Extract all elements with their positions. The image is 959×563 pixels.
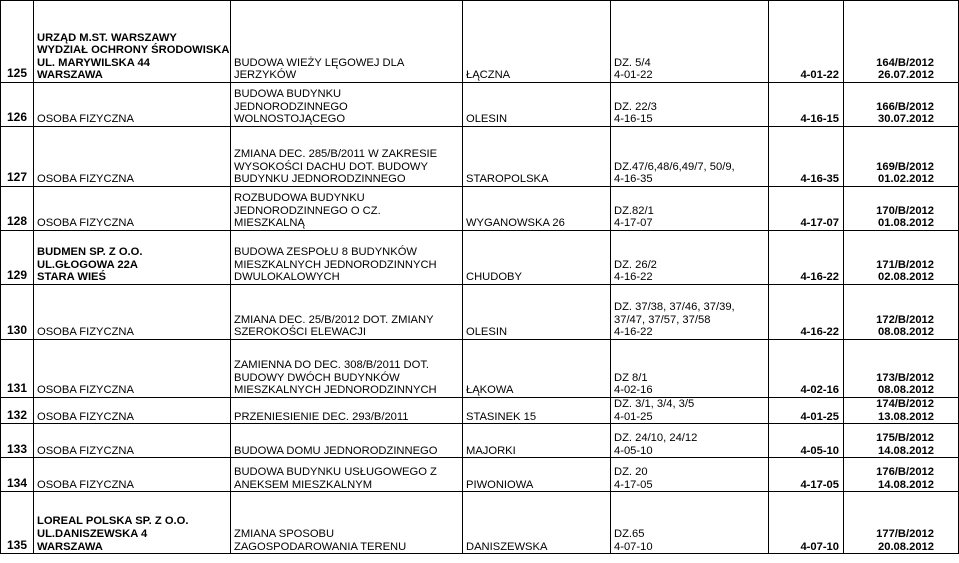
location-cell (463, 1, 611, 83)
location-cell (463, 231, 611, 285)
row-number (1, 1, 34, 83)
parcel-cell-line: 4-01-25 (614, 410, 653, 423)
description-cell-line: MIESZKALNYCH JEDNORODZINNYCH (234, 258, 437, 271)
parcel-cell (611, 340, 769, 398)
row-number (1, 340, 34, 398)
description-cell-line: WYSOKOŚCI DACHU DOT. BUDOWY (234, 160, 428, 173)
parcel-cell-line: 4-05-10 (614, 444, 653, 457)
description-cell-line: BUDOWA BUDYNKU (234, 88, 342, 101)
investor-cell (34, 458, 231, 492)
description-cell-line: BUDOWA WIEŻY LĘGOWEJ DLA (234, 56, 405, 69)
description-cell (231, 83, 463, 127)
parcel-cell-line: DZ. 5/4 (614, 56, 651, 69)
parcel-cell-line: DZ. 3/1, 3/4, 3/5 (614, 398, 695, 410)
parcel-cell-line: 4-07-10 (614, 540, 653, 553)
investor-cell-line: STARA WIEŚ (37, 271, 106, 284)
investor-cell (34, 424, 231, 458)
description-cell-line: BUDOWA BUDYNKU USŁUGOWEGO Z (234, 466, 437, 478)
investor-cell-line: WARSZAWA (37, 540, 103, 553)
decision-cell-line: 166/B/2012 (876, 100, 934, 113)
decision-cell-line: 26.07.2012 (878, 69, 934, 82)
investor-cell-line: BUDMEN SP. Z O.O. (37, 246, 143, 259)
region-code-cell-line: 4-16-15 (800, 113, 839, 126)
decision-cell (844, 458, 959, 492)
row-number (1, 127, 34, 187)
region-code-cell (769, 424, 844, 458)
description-cell (231, 398, 463, 424)
row-number-line: 127 (6, 170, 28, 185)
location-cell-line: PIWONIOWA (466, 478, 534, 491)
decision-cell-line: 164/B/2012 (876, 56, 934, 69)
row-number (1, 458, 34, 492)
description-cell-line: SZEROKOŚCI ELEWACJI (234, 326, 366, 339)
region-code-cell (769, 187, 844, 231)
location-cell-line: STASINEK 15 (466, 410, 537, 423)
region-code-cell-line: 4-01-25 (800, 410, 839, 423)
location-cell (463, 127, 611, 187)
row-number (1, 83, 34, 127)
decision-cell (844, 83, 959, 127)
decision-cell-line: 171/B/2012 (876, 258, 934, 271)
investor-cell-line: WARSZAWA (37, 69, 103, 82)
row-number (1, 492, 34, 554)
description-cell-line: ROZBUDOWA BUDYNKU (234, 192, 365, 205)
description-cell (231, 492, 463, 554)
investor-cell (34, 231, 231, 285)
description-cell-line: BUDOWY DWÓCH BUDYNKÓW (234, 371, 400, 384)
decision-cell (844, 187, 959, 231)
decision-cell (844, 285, 959, 340)
description-cell-line: BUDYNKU JEDNORODZINNEGO (234, 173, 406, 186)
parcel-cell-line: 4-16-22 (614, 271, 653, 284)
description-cell-line: WOLNOSTOJĄCEGO (234, 113, 346, 126)
row-number (1, 285, 34, 340)
row-number (1, 398, 34, 424)
row-number (1, 187, 34, 231)
row-number-line: 134 (6, 475, 28, 490)
location-cell-line: OLESIN (466, 326, 508, 339)
description-cell-line: JERZYKÓW (234, 69, 297, 82)
location-cell-line: WYGANOWSKA 26 (466, 217, 565, 230)
row-number-line: 131 (6, 381, 28, 396)
decision-cell-line: 177/B/2012 (876, 528, 934, 540)
location-cell-line: CHUDOBY (466, 271, 522, 284)
table-row (1, 187, 959, 231)
investor-cell-line: WYDZIAŁ OCHRONY ŚRODOWISKA (37, 44, 230, 57)
decision-cell (844, 1, 959, 83)
location-cell-line: ŁĄCZNA (466, 69, 511, 82)
decision-cell-line: 14.08.2012 (878, 444, 934, 457)
region-code-cell (769, 492, 844, 554)
row-number-line: 135 (6, 537, 28, 552)
investor-cell (34, 285, 231, 340)
location-cell (463, 340, 611, 398)
decision-cell-line: 30.07.2012 (878, 113, 934, 126)
investor-cell-line: UL.GŁOGOWA 22A (37, 258, 138, 271)
investor-cell (34, 492, 231, 554)
decision-cell-line: 01.08.2012 (878, 217, 934, 230)
description-cell-line: ZMIANA DEC. 285/B/2011 W ZAKRESIE (234, 148, 438, 161)
decision-cell-line: 13.08.2012 (878, 410, 934, 423)
location-cell (463, 458, 611, 492)
description-cell-line: ZAGOSPODAROWANIA TERENU (234, 540, 407, 553)
description-cell-line: JEDNORODZINNEGO O CZ. (234, 204, 381, 217)
table-row (1, 424, 959, 458)
region-code-cell (769, 83, 844, 127)
location-cell (463, 83, 611, 127)
description-cell-line: MIESZKALNYCH JEDNORODZINNYCH (234, 384, 437, 397)
parcel-cell-line: DZ. 37/38, 37/46, 37/39, (614, 301, 735, 314)
region-code-cell (769, 398, 844, 424)
location-cell (463, 424, 611, 458)
parcel-cell-line: DZ.82/1 (614, 204, 654, 217)
parcel-cell-line: DZ. 20 (614, 466, 648, 478)
investor-cell (34, 187, 231, 231)
decision-cell (844, 127, 959, 187)
description-cell-line: DWULOKALOWYCH (234, 271, 340, 284)
investor-cell-line: OSOBA FIZYCZNA (37, 478, 134, 491)
region-code-cell (769, 458, 844, 492)
parcel-cell-line: 4-01-22 (614, 69, 653, 82)
row-number-line: 125 (6, 66, 28, 81)
row-number (1, 424, 34, 458)
row-number-line: 126 (6, 110, 28, 125)
parcel-cell-line: 4-17-05 (614, 478, 653, 491)
row-number-line: 128 (6, 214, 28, 229)
table-row (1, 340, 959, 398)
description-cell-line: JEDNORODZINNEGO (234, 100, 348, 113)
location-cell-line: ŁĄKOWA (466, 384, 514, 397)
region-code-cell-line: 4-16-22 (800, 326, 839, 339)
region-code-cell (769, 1, 844, 83)
decision-cell-line: 176/B/2012 (876, 466, 934, 478)
description-cell-line: ZAMIENNA DO DEC. 308/B/2011 DOT. (234, 359, 430, 372)
decision-cell (844, 398, 959, 424)
decision-cell-line: 14.08.2012 (878, 478, 934, 491)
parcel-cell (611, 1, 769, 83)
table-row (1, 492, 959, 554)
table-row (1, 231, 959, 285)
investor-cell-line: OSOBA FIZYCZNA (37, 173, 134, 186)
investor-cell-line: UL. MARYWILSKA 44 (37, 56, 150, 69)
description-cell-line: ZMIANA SPOSOBU (234, 528, 335, 540)
investor-cell-line: OSOBA FIZYCZNA (37, 444, 134, 457)
decision-cell (844, 492, 959, 554)
region-code-cell-line: 4-16-22 (800, 271, 839, 284)
location-cell (463, 492, 611, 554)
investor-cell (34, 127, 231, 187)
parcel-cell (611, 127, 769, 187)
region-code-cell-line: 4-01-22 (800, 69, 839, 82)
location-cell-line: OLESIN (466, 113, 508, 126)
decision-cell-line: 20.08.2012 (878, 540, 934, 553)
parcel-cell-line: 4-16-15 (614, 113, 653, 126)
investor-cell (34, 83, 231, 127)
description-cell (231, 285, 463, 340)
parcel-cell (611, 458, 769, 492)
decision-cell-line: 08.08.2012 (878, 326, 934, 339)
decision-cell-line: 175/B/2012 (876, 432, 934, 444)
row-number-line: 130 (6, 323, 28, 338)
region-code-cell-line: 4-05-10 (800, 444, 839, 457)
region-code-cell-line: 4-16-35 (800, 173, 839, 186)
region-code-cell-line: 4-02-16 (800, 384, 839, 397)
row-number-line: 129 (6, 268, 28, 283)
parcel-cell-line: DZ. 22/3 (614, 100, 657, 113)
parcel-cell (611, 231, 769, 285)
description-cell-line: BUDOWA ZESPOŁU 8 BUDYNKÓW (234, 246, 417, 259)
parcel-cell (611, 492, 769, 554)
decision-cell-line: 02.08.2012 (878, 271, 934, 284)
investor-cell-line: OSOBA FIZYCZNA (37, 410, 134, 423)
location-cell (463, 285, 611, 340)
location-cell-line: STAROPOLSKA (466, 173, 549, 186)
location-cell-line: DANISZEWSKA (466, 540, 548, 553)
parcel-cell-line: DZ.47/6,48/6,49/7, 50/9, (614, 160, 735, 173)
parcel-cell (611, 285, 769, 340)
decision-cell-line: 08.08.2012 (878, 384, 934, 397)
parcel-cell-line: 37/47, 37/57, 37/58 (614, 313, 711, 326)
parcel-cell-line: 4-16-22 (614, 326, 653, 339)
location-cell-line: MAJORKI (466, 444, 516, 457)
description-cell (231, 1, 463, 83)
table-row (1, 1, 959, 83)
description-cell (231, 187, 463, 231)
investor-cell-line: OSOBA FIZYCZNA (37, 384, 134, 397)
investor-cell (34, 1, 231, 83)
description-cell-line: PRZENIESIENIE DEC. 293/B/2011 (234, 410, 409, 423)
location-cell (463, 398, 611, 424)
description-cell (231, 231, 463, 285)
region-code-cell (769, 127, 844, 187)
table-row (1, 285, 959, 340)
decision-cell (844, 340, 959, 398)
region-code-cell-line: 4-17-07 (800, 217, 839, 230)
parcel-cell-line: DZ 8/1 (614, 371, 648, 384)
parcel-cell-line: DZ. 24/10, 24/12 (614, 432, 698, 444)
decision-cell-line: 173/B/2012 (876, 371, 934, 384)
decision-cell-line: 172/B/2012 (876, 313, 934, 326)
investor-cell-line: LOREAL POLSKA SP. Z O.O. (37, 515, 189, 528)
description-cell-line: ANEKSEM MIESZKALNYM (234, 478, 373, 491)
investor-cell-line: UL.DANISZEWSKA 4 (37, 528, 148, 540)
parcel-cell (611, 398, 769, 424)
description-cell-line: ZMIANA DEC. 25/B/2012 DOT. ZMIANY (234, 313, 434, 326)
description-cell (231, 127, 463, 187)
parcel-cell-line: DZ. 26/2 (614, 258, 657, 271)
decision-cell-line: 01.02.2012 (878, 173, 934, 186)
region-code-cell-line: 4-07-10 (800, 540, 839, 553)
decision-cell-line: 169/B/2012 (876, 160, 934, 173)
region-code-cell-line: 4-17-05 (800, 478, 839, 491)
parcel-cell (611, 424, 769, 458)
decision-cell (844, 231, 959, 285)
decision-cell (844, 424, 959, 458)
description-cell (231, 458, 463, 492)
investor-cell (34, 398, 231, 424)
parcel-cell-line: 4-02-16 (614, 384, 653, 397)
parcel-cell-line: 4-17-07 (614, 217, 653, 230)
parcel-cell (611, 83, 769, 127)
region-code-cell (769, 231, 844, 285)
investor-cell-line: OSOBA FIZYCZNA (37, 217, 134, 230)
decision-cell-line: 174/B/2012 (876, 398, 934, 410)
table-row (1, 83, 959, 127)
row-number (1, 231, 34, 285)
region-code-cell (769, 285, 844, 340)
investor-cell-line: URZĄD M.ST. WARSZAWY (37, 31, 177, 44)
investor-cell (34, 340, 231, 398)
parcel-cell-line: 4-16-35 (614, 173, 653, 186)
parcel-cell (611, 187, 769, 231)
description-cell (231, 424, 463, 458)
description-cell-line: MIESZKALNĄ (234, 217, 305, 230)
description-cell-line: BUDOWA DOMU JEDNORODZINNEGO (234, 444, 438, 457)
table-row (1, 398, 959, 424)
permits-table-body (1, 1, 959, 554)
table-row (1, 458, 959, 492)
decision-cell-line: 170/B/2012 (876, 204, 934, 217)
description-cell (231, 340, 463, 398)
table-row (1, 127, 959, 187)
investor-cell-line: OSOBA FIZYCZNA (37, 326, 134, 339)
row-number-line: 133 (6, 441, 28, 456)
row-number-line: 132 (6, 407, 28, 422)
investor-cell-line: OSOBA FIZYCZNA (37, 113, 134, 126)
region-code-cell (769, 340, 844, 398)
parcel-cell-line: DZ.65 (614, 528, 645, 540)
location-cell (463, 187, 611, 231)
